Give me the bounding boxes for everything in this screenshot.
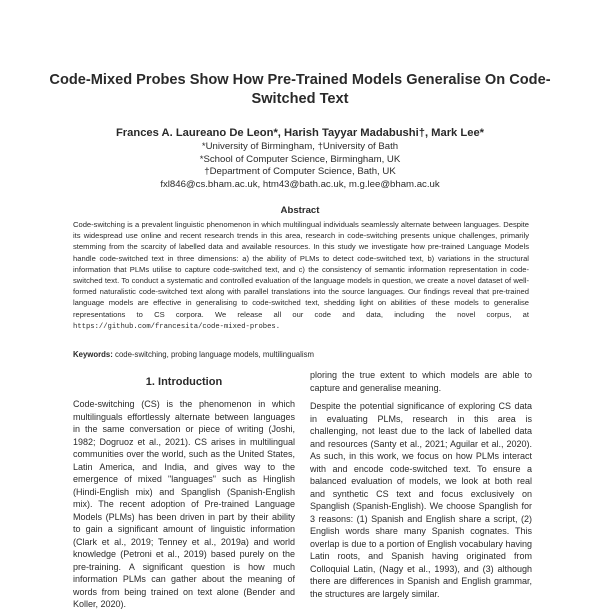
keywords-label: Keywords: <box>73 350 113 359</box>
section-heading-introduction: 1. Introduction <box>145 376 223 388</box>
paragraph: ploring the true extent to which models are able to capture and generalise meaning. <box>310 370 532 393</box>
keywords <box>73 350 529 359</box>
abstract-heading: Abstract <box>280 205 320 216</box>
left-column <box>73 398 295 609</box>
author-emails: fxl846@cs.bham.ac.uk, htm43@bath.ac.uk, m.g.lee@bham.ac.uk <box>160 178 440 190</box>
paragraph: Code-switching (CS) is the phenomenon in which multilinguals effortlessly alternate between languages in the same conversation or piece of writing (Joshi, 1982; Dogruoz et al., 2021). CS arises in multilingual communities over the world, such as the United States, Latin America, and India, and gives way to the emergence of mixed "languages" such as Hinglish (Hindi-English mix) and Spanglish (Spanish-English mix). The recent adoption of Pre-trained Language Models (PLMs) has been driven in part by their ability to gain a significant amount of linguistic information (Clark et al., 2019; Tenney et al., 2019a) and world knowledge (Petroni et al., 2019) based purely on the pre-training. A significant question is how much information PLMs can gather about the meaning of words from being trained on text alone (Bender and Koller, 2020). <box>73 399 295 609</box>
paragraph: Despite the potential significance of exploring CS data in evaluating PLMs, research in this area is challenging, not least due to the lack of labelled data and resources (Santy et al., 2021; Aguilar et al., 2020). As such, in this work, we focus on how PLMs interact with and encode code-switched text. To ensure a balanced evaluation of models, we look at both real and synthetic CS text and focus exclusively on Spanglish (Spanish-English). We choose Spanglish for 3 reasons: (1) Spanish and English share a script, (2) English words share many Spanish cognates. This overlap is due to a portion of English vocabulary having Latin roots, and Spanish having originated from Colloquial Latin, (Nagy et al., 1993), and (3) although there are differences in Spanish and English grammar, the structures are largely similar. <box>310 401 532 599</box>
repository-link[interactable]: https://github.com/francesita/code-mixed-probes. <box>73 322 281 331</box>
paper-title: Code-Mixed Probes Show How Pre-Trained Models Generalise On Code-Switched Text <box>49 72 551 107</box>
affiliation-line: *School of Computer Science, Birmingham, UK <box>199 153 401 165</box>
affiliation-line: †Department of Computer Science, Bath, UK <box>204 166 396 177</box>
right-column <box>310 369 532 600</box>
abstract-body <box>73 219 529 333</box>
keywords-text: code-switching, probing language models, multilingualism <box>115 350 314 359</box>
affiliations <box>40 141 560 191</box>
abstract-text: Code-switching is a prevalent linguistic phenomenon in which multilingual individuals seamlessly alternate between languages. Despite its widespread use online and recent research trends in this area, research in code-switching presents unique challenges, primarily stemming from the scarcity of labelled data and available resources. In this study we investigate how pre-trained Language Models handle code-switched text in three dimensions: a) the ability of PLMs to detect code-switched text, b) variations in the structural information that PLMs utilise to capture code-switched text, and c) the consistency of semantic information representation in code-switched text. To conduct a systematic and controlled evaluation of the language models in question, we create a novel dataset of well-formed naturalistic code-switched text along with parallel translations into the source languages. Our findings reveal that pre-trained language models are effective in generalising to code-switched text, shedding light on abilities of these models to generalise representations to CS corpora. We release all our code and data, including the novel corpus, at <box>73 220 529 319</box>
author-list: Frances A. Laureano De Leon*, Harish Tayyar Madabushi†, Mark Lee* <box>115 127 485 139</box>
affiliation-line: *University of Birmingham, †University of Bath <box>201 141 399 152</box>
